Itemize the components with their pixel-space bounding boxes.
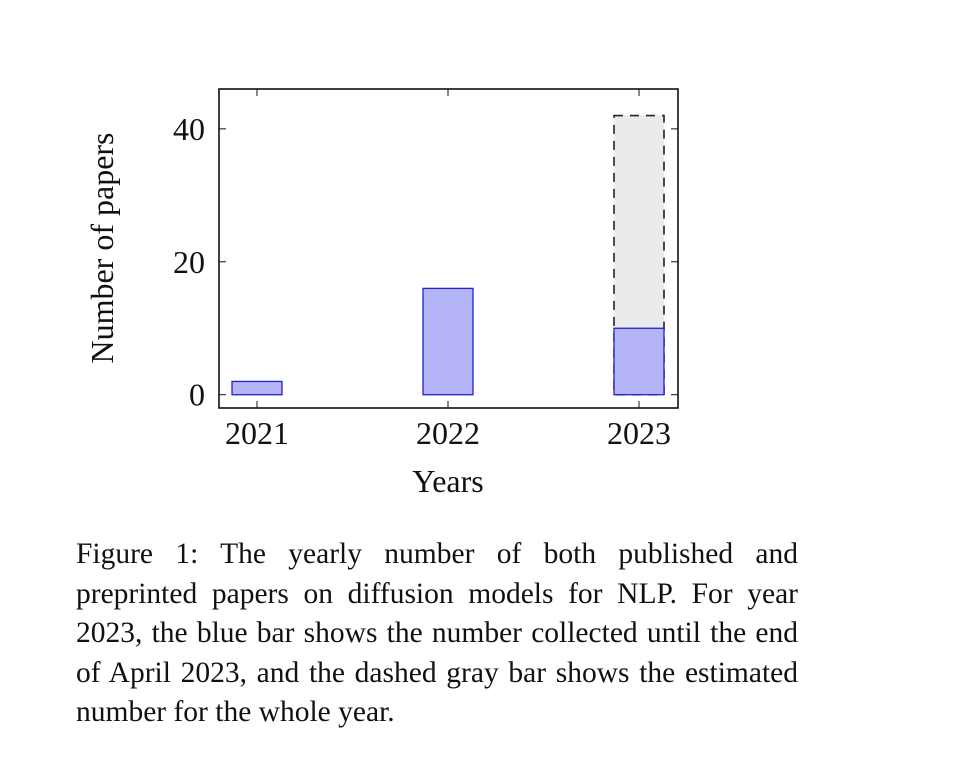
x-tick-label-2023: 2023 bbox=[607, 415, 671, 451]
x-tick-label-2022: 2022 bbox=[416, 415, 480, 451]
ticks-layer bbox=[173, 89, 678, 451]
bar-2023 bbox=[614, 328, 664, 394]
bar-2021 bbox=[232, 381, 282, 394]
y-axis-label: Number of papers bbox=[84, 132, 120, 364]
y-tick-label-0: 0 bbox=[189, 376, 205, 413]
caption-label: Figure 1: bbox=[76, 538, 199, 570]
bar-2022 bbox=[423, 288, 473, 394]
figure-caption bbox=[76, 535, 798, 733]
y-tick-label-40: 40 bbox=[173, 110, 205, 147]
bars-layer bbox=[232, 116, 664, 395]
y-tick-label-20: 20 bbox=[173, 243, 205, 280]
caption-text: The yearly number of both published and preprinted papers on diffusion models for NLP. For year 2023, the blue bar shows the number collected until the end of April 2023, and the dashed gray bar shows the estimated number for the whole year. bbox=[76, 538, 799, 729]
x-tick-label-2021: 2021 bbox=[225, 415, 289, 451]
x-axis-label: Years bbox=[412, 463, 484, 499]
